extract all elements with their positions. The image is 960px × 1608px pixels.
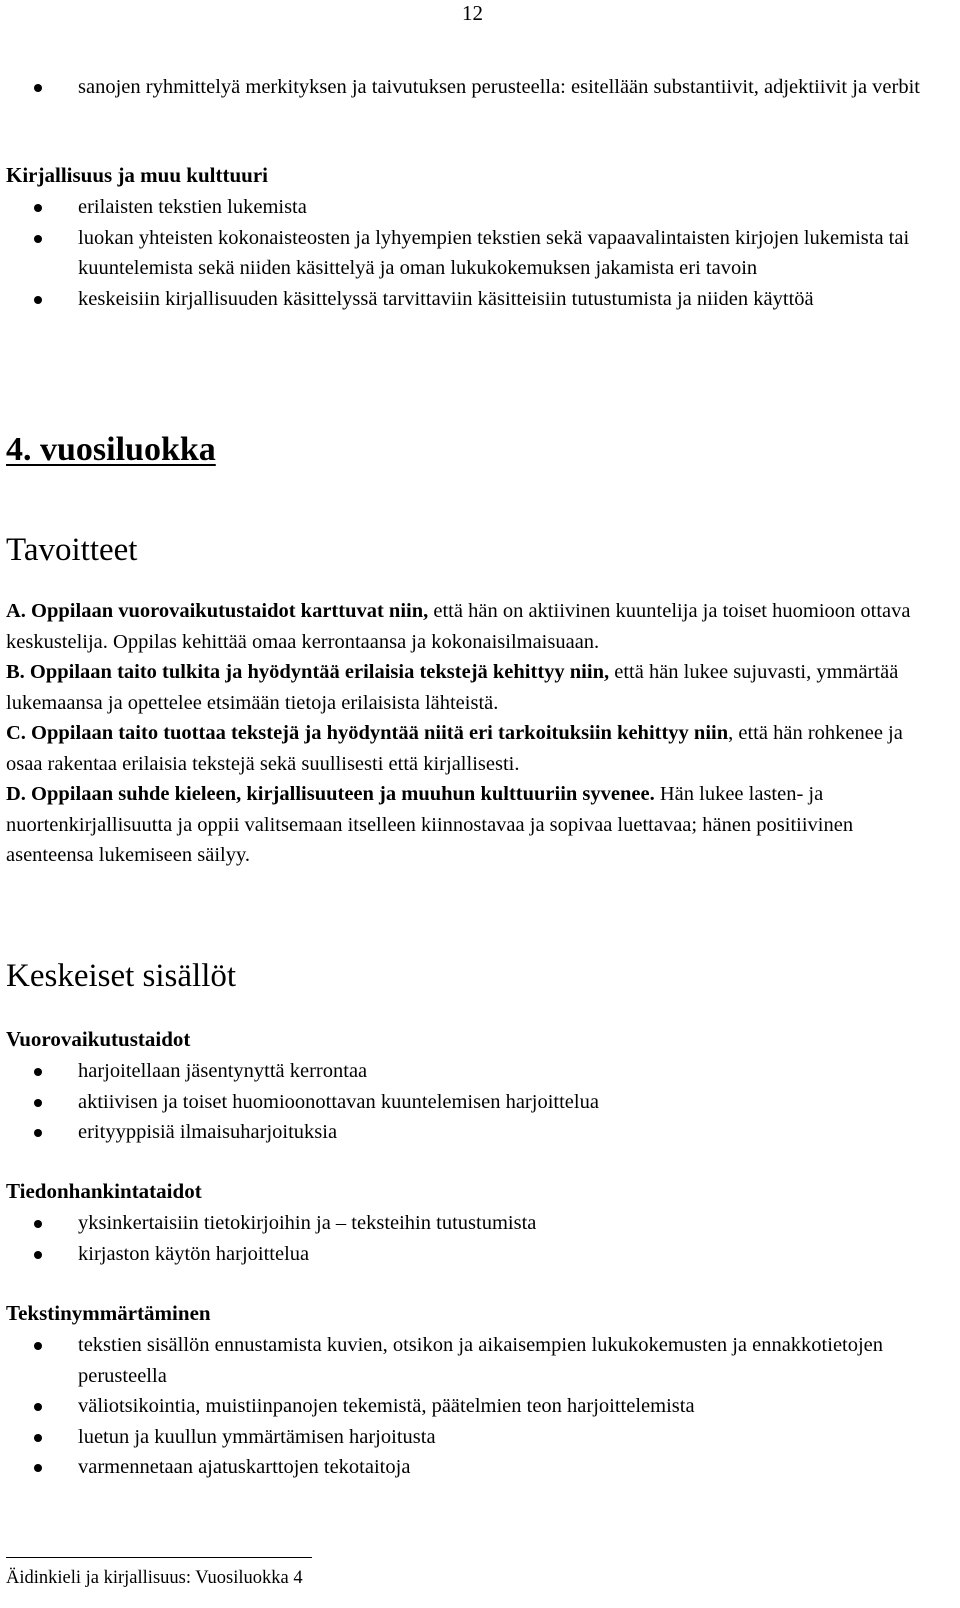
- footer-text: Äidinkieli ja kirjallisuus: Vuosiluokka 4: [6, 1568, 303, 1588]
- grade-title: 4. vuosiluokka: [6, 431, 216, 468]
- list-item: väliotsikointia, muistiinpanojen tekemistä, päätelmien teon harjoittelemista: [0, 1391, 936, 1422]
- literature-bullet-list: [0, 192, 936, 314]
- footer-divider: [6, 1557, 312, 1558]
- bullet-icon: [34, 235, 42, 243]
- bullet-icon: [34, 1068, 42, 1076]
- list-item: keskeisiin kirjallisuuden käsittelyssä tarvittaviin käsitteisiin tutustumista ja niiden käyttöä: [0, 284, 936, 315]
- bullet-icon: [34, 84, 42, 92]
- content-title: Keskeiset sisällöt: [6, 958, 237, 994]
- bullet-icon: [34, 204, 42, 212]
- list-item: aktiivisen ja toiset huomioonottavan kuuntelemisen harjoittelua: [0, 1087, 936, 1118]
- bullet-icon: [34, 296, 42, 304]
- goal-d: D. Oppilaan suhde kieleen, kirjallisuuteen ja muuhun kulttuuriin syvenee. Hän lukee lasten- ja nuortenkirjallisuutta ja oppii valitsemaan itselleen kiinnostavaa ja sopivaa luettavaa; hänen positiivinen asenteensa lukemiseen säilyy.: [6, 783, 854, 866]
- bullet-icon: [34, 1251, 42, 1259]
- bullet-icon: [34, 1464, 42, 1472]
- bullet-icon: [34, 1403, 42, 1411]
- list-item: kirjaston käytön harjoittelua: [0, 1239, 936, 1270]
- section-heading-interaction: Vuorovaikutustaidot: [6, 1027, 191, 1051]
- bullet-icon: [34, 1220, 42, 1228]
- list-item: luokan yhteisten kokonaisteosten ja lyhyempien tekstien sekä vapaavalintaisten kirjojen lukemista tai kuuntelemista sekä niiden käsittelyä ja oman lukukokemuksen jakamista eri tavoin: [0, 223, 936, 284]
- comprehension-bullet-list: [0, 1330, 936, 1483]
- list-item: luetun ja kuullun ymmärtämisen harjoitusta: [0, 1422, 936, 1453]
- list-item: sanojen ryhmittelyä merkityksen ja taivutuksen perusteella: esitellään substantiivit, adjektiivit ja verbit: [0, 72, 936, 103]
- list-item: erilaisten tekstien lukemista: [0, 192, 936, 223]
- bullet-icon: [34, 1099, 42, 1107]
- list-item: yksinkertaisiin tietokirjoihin ja – teksteihin tutustumista: [0, 1208, 936, 1239]
- list-item: tekstien sisällön ennustamista kuvien, otsikon ja aikaisempien lukukokemusten ja ennakkotietojen perusteella: [0, 1330, 936, 1391]
- goal-c: C. Oppilaan taito tuottaa tekstejä ja hyödyntää niitä eri tarkoituksiin kehittyy niin, että hän rohkenee ja osaa rakentaa erilaisia tekstejä sekä suullisesti että kirjallisesti.: [6, 722, 903, 775]
- bullet-icon: [34, 1129, 42, 1137]
- list-item: harjoitellaan jäsentynyttä kerrontaa: [0, 1056, 936, 1087]
- list-item: erityyppisiä ilmaisuharjoituksia: [0, 1117, 936, 1148]
- information-bullet-list: [0, 1208, 936, 1269]
- goals-title: Tavoitteet: [6, 532, 138, 568]
- section-heading-literature: Kirjallisuus ja muu kulttuuri: [6, 163, 268, 187]
- bullet-icon: [34, 1434, 42, 1442]
- goal-a: A. Oppilaan vuorovaikutustaidot karttuvat niin, että hän on aktiivinen kuuntelija ja toiset huomioon ottava keskustelija. Oppilas kehittää omaa kerrontaansa ja kokonaisilmaisuaan.: [6, 600, 911, 653]
- interaction-bullet-list: [0, 1056, 936, 1148]
- page-number: 12: [462, 1, 483, 25]
- section-heading-information: Tiedonhankintataidot: [6, 1179, 202, 1203]
- section-heading-comprehension: Tekstinymmärtäminen: [6, 1301, 211, 1325]
- top-bullet-list: [0, 72, 936, 103]
- goals-list: [6, 596, 936, 871]
- bullet-icon: [34, 1342, 42, 1350]
- goal-b: B. Oppilaan taito tulkita ja hyödyntää erilaisia tekstejä kehittyy niin, että hän lukee sujuvasti, ymmärtää lukemaansa ja opettelee etsimään tietoja erilaisista lähteistä.: [6, 661, 899, 714]
- list-item: varmennetaan ajatuskarttojen tekotaitoja: [0, 1452, 936, 1483]
